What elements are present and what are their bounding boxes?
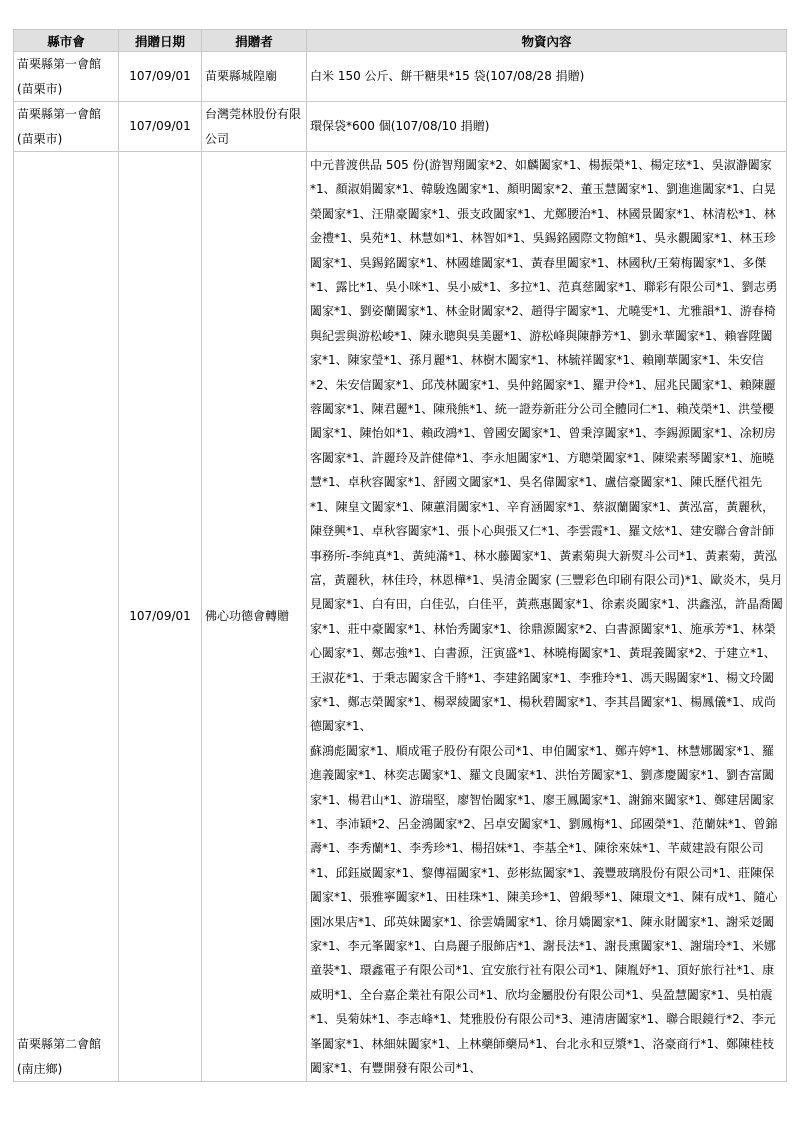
header-county: 縣市會: [14, 30, 119, 52]
items-cell: 環保袋*600 個(107/08/10 捐贈): [307, 102, 787, 152]
table-header-row: [14, 30, 787, 52]
date-cell: 107/09/01: [119, 152, 202, 1082]
items-cell: [307, 152, 787, 1082]
date-cell: 107/09/01: [119, 52, 202, 102]
donation-table: [13, 29, 787, 1082]
items-paragraph: 中元普渡供品 505 份(游智翔闔家*2、如麟闔家*1、楊振榮*1、楊定玹*1、吳淑瀞闔家*1、顏淑娟闔家*1、韓駿逸闔家*1、顏明闔家*2、董玉慧闔家*1、劉進進闔家*1、白晃榮闔家*1、汪鼎豪闔家*1、張支政闔家*1、尤鄭腰治*1、林國景闔家*1、林清松*1、林金禮*1、吳苑*1、林慧如*1、林智如*1、吳錫銘國際文物館*1、吳永觀闔家*1、林玉珍闔家*1、吳錫銘闔家*1、林國雄闔家*1、黃春里闔家*1、林國秋/王菊梅闔家*1、多傑*1、露比*1、吳小咪*1、吳小威*1、多拉*1、范真慈闔家*1、聯彩有限公司*1、劉志勇闔家*1、劉姿蘭闔家*1、林金財闔家*2、趙得宇闔家*1、尤曉雯*1、尤雅韻*1、游春椅與紀雲與游松峻*1、陳永聰與吳美麗*1、游松峰與陳靜芳*1、劉永華闔家*1、賴睿陞闔家*1、陳家瑩*1、孫月麗*1、林樹木闔家*1、林毓祥闔家*1、賴剛華闔家*1、朱安信*2、朱安信闔家*1、邱茂林闔家*1、吳仲銘闔家*1、羅尹伶*1、屈兆民闔家*1、賴陳麗蓉闔家*1、陳君麗*1、陳飛熊*1、統一證券新莊分公司全體同仁*1、賴茂榮*1、洪瑩櫻闔家*1、陳怡如*1、賴政鴻*1、曾國安闔家*1、曾秉淳闔家*1、李錫源闔家*1、凃籾房客闔家*1、許麗玲及許健偉*1、李永旭闔家*1、方聰榮闔家*1、陳梁素琴闔家*1、施曉慧*1、卓秋容闔家*1、舒國文闔家*1、吳名偉闔家*1、盧信豪闔家*1、陳氏歷代祖先*1、陳皇文闔家*1、陳蕙涓闔家*1、辛育涵闔家*1、蔡淑蘭闔家*1、黃泓富，黃麗秋，陳登興*1、卓秋容闔家*1、張卜心與張又仁*1、李雲霞*1、羅文炫*1、建安聯合會計師事務所-李純真*1、黃純滿*1、林水藤闔家*1、黃素菊與大新熨斗公司*1、黃素菊，黃泓富，黃麗秋，林佳玲，林恩樺*1、吳清金闔家 (三豐彩色印刷有限公司)*1、歐炎木，吳月見闔家*1、白有田，白佳弘，白佳平，黃燕惠闔家*1、徐素炎闔家*1、洪鑫泓，許晶喬闔家*1、莊中豪闔家*1、林怡秀闔家*1、徐鼎源闔家*2、白書源闔家*1、施承芳*1、林榮心闔家*1、鄭志強*1、白書源，汪寅盛*1、林曉梅闔家*1、黃琨義闔家*2、于建立*1、王淑花*1、于秉志闔家含千將*1、李建銘闔家*1、李雅玲*1、馮天賜闔家*1、楊文玲闔家*1、鄭志榮闔家*1、楊翠綾闔家*1、楊秋碧闔家*1、李其昌闔家*1、楊鳳儀*1、成尚德闔家*1、: [310, 158, 783, 734]
county-cell: 苗栗縣第一會館(苗栗市): [14, 52, 119, 102]
donor-cell: 苗栗縣城隍廟: [202, 52, 307, 102]
county-text: 苗栗縣第二會館(南庄鄉): [17, 1037, 102, 1076]
header-items: 物資內容: [307, 30, 787, 52]
donor-cell: 佛心功德會轉贈: [202, 152, 307, 1082]
table-row: [14, 152, 787, 1082]
header-date: 捐贈日期: [119, 30, 202, 52]
county-cell: [14, 152, 119, 1082]
table-row: [14, 102, 787, 152]
table-row: [14, 52, 787, 102]
date-cell: 107/09/01: [119, 102, 202, 152]
items-paragraph: 蘇鴻彪闔家*1、順成電子股份有限公司*1、申伯闔家*1、鄭卉婷*1、林慧娜闔家*1、羅進義闔家*1、林奕志闔家*1、羅文良闔家*1、洪怡芳闔家*1、劉彥慶闔家*1、劉杏富闔家*1、楊君山*1、游瑞堅，廖智怡闔家*1、廖王鳳闔家*1、謝錦來闔家*1、鄭建居闔家*1、李沛穎*2、呂金鴻闔家*2、呂卓安闔家*1、劉鳳梅*1、邱國榮*1、范蘭妹*1、曾錦壽*1、李秀蘭*1、李秀珍*1、楊招妹*1、李基全*1、陳徐來妹*1、芊葳建設有限公司*1、邱鈺崴闔家*1、黎傳福闔家*1、彭彬紘闔家*1、義豐玻璃股份有限公司*1、莊陳保闔家*1、張雅寧闔家*1、田桂珠*1、陳美珍*1、曾緞琴*1、陳環文*1、陳有成*1、隨心園冰果店*1、邱英妹闔家*1、徐雲嬌闔家*1、徐月嬌闔家*1、陳永財闔家*1、謝采彣闔家*1、李元峯闔家*1、白鳥麗子服飾店*1、謝長法*1、謝長熏闔家*1、謝瑞玲*1、米娜童裝*1、環鑫電子有限公司*1、宜安旅行社有限公司*1、陳胤妤*1、頂好旅行社*1、康威明*1、全台嘉企業社有限公司*1、欣均金屬股份有限公司*1、吳盈慧闔家*1、吳柏震*1、吳菊妹*1、李志峰*1、梵雅股份有限公司*3、連清唐闔家*1、聯合眼鏡行*2、李元峯闔家*1、林細妹闔家*1、上林藥師藥局*1、台北永和豆漿*1、洛豪商行*1、鄭陳桂枝闔家*1、有豐開發有限公司*1、: [310, 743, 778, 1076]
items-cell: 白米 150 公斤、餅干糖果*15 袋(107/08/28 捐贈): [307, 52, 787, 102]
items-text: [310, 153, 783, 1080]
donor-cell: 台灣莞林股份有限公司: [202, 102, 307, 152]
header-donor: 捐贈者: [202, 30, 307, 52]
county-cell: 苗栗縣第一會館(苗栗市): [14, 102, 119, 152]
